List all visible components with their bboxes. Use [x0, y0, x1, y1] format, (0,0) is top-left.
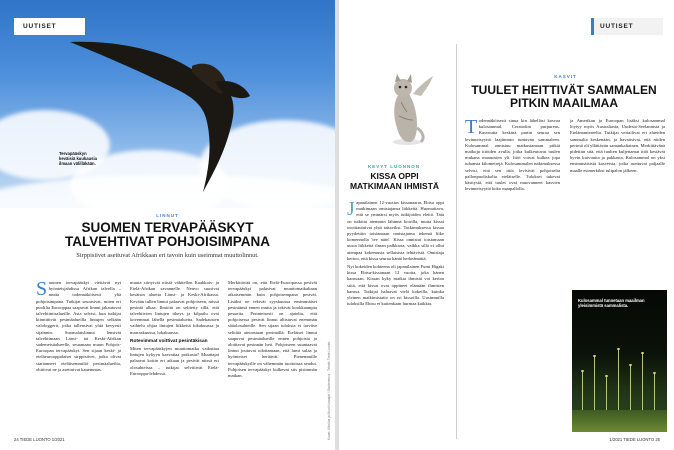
photo-credit: Kuvat: Ulkoilua ja Muut Kuvaajat / Shutterstock · Tekstit: Tiede Luonto: [327, 341, 331, 440]
body-text: uomen tervapääskyt viettävät nyt hyönteisjahdissa Afrikan talvella – mutta todennäköisesti yhä pohjoisimpana. Tutkijat seurasivat, miten eri puolilta Eurooppaa saapuvat linnut jakautuvat talvehtimisalueille. Asia selvisi, kun tutkijat kiinnittivät pesimäalueilla lintujen selkään valologgerit, jotka tallensivat yhtä kevyesti sijainnin. Suomalaislinnut lensivät talvehtimaan Länsi- tai Keski-Afrikan sademetsäalueelle, seuranaan muun Pohjois-Euroopan tervapääskyt. Sen sijaan keski- ja eteläeurooppalaiset sirppisiivet, jotka olivat startanneet eteläisemmiltä pesimäalueilta, ohittivat ne ja asettuivat kauemmas.: [36, 280, 121, 372]
section-label: UUTISET: [23, 23, 57, 30]
moss-carpet: [572, 410, 667, 432]
body-column: [130, 280, 219, 440]
image-caption: Kulosammal tunnetaan maailman yleisimmistä sammalista.: [578, 298, 645, 309]
body-text: apanilainen 12-vuotias kissanaaras Ebisu oppi matkimaan omistajansa liikkeitä. Huomattava, että se ymmärsi myös tutkijoiden eleitä. Tätä on tutkittu aiemmin lähinnä koirilla, mutta kissat osoittautuivat yhtä taitaviksi. Tutkimuksessa kissaa pyydettiin toistamaan omistajansa tekemä liike komennolla 'tee näin'. Kissa onnistui toistamaan uusia liikkeitä ilman palkkiota, vaikka sillä ei ollut aiempaa kokemusta sellaisista tehtävistä. Omistaja kertoo, että kissa seuraa häntä herkeämättä.: [347, 200, 444, 261]
article-kicker: KASVIT: [554, 74, 577, 79]
section-tag: [14, 18, 88, 35]
right-page: [339, 0, 674, 450]
section-tag: [591, 18, 663, 35]
drop-cap: S: [36, 278, 48, 300]
drop-cap: T: [465, 116, 478, 138]
cat-photo-icon: [379, 72, 439, 150]
article-headline: KISSA OPPI MATKIMAAN IHMISTÄ: [349, 171, 440, 191]
tag-accent-bar: [85, 18, 88, 35]
body-paragraph: Nyt kokeiden kohteena oli japanilainen Fumi Higaki kissa Ebisu-kissanaan 12 vuotta, joka hänen kanssaan. Kissan kyky matkia ihmistä voi kertoa siitä, että kissat ovat oppineet elämään ihmisten kanssa. Tutkijat haluavat vielä kokeilla, kuinka yleinen matkimistaito on eri kissoilla. Uusimmilla tuloksilla Ebisu ei kuitenkaan hurmaa kaikkia.: [347, 264, 444, 307]
body-text: odennäköisesti sinua kin lähelläsi kasvaa kulosammal, Ceratodon purpureus. Kasvuutta keskinä partin seuraa sen levinneisyyttä laajimmin tuntuvan sammaleen. Kulosammal onnistuu matkustamaan pitkiä matkoja itiöiden avulla, jotka kulkeutuvat tuulen mukana maanosien yli. Itiöt voivat kulkea jopa tuhansia kilometrejä. Kulosammalen tutkimuksessa selvisi, että sen itiöt levisivät pohjoiselta pallonpuoliskolta eteläiselle. Tulokset tukevat käsitystä, että tuulet ovat muovanneet kasvien levinneisyyttä koko maapallolla.: [465, 118, 560, 192]
body-paragraph: ja Amerikan ja Euroopan lisäksi kulosammal löytyy myös Australiasta, Uudesta-Seelannista ja Etelämantereelta. Tutkijat vertailivat eri alueiden sammalia keskenään, ja havaitsivat, että niiden perimä oli yllättävän samankaltainen. Merkittävänä pidettiin sitä, että tuulten kuljettamat itiöt kestävät hyvin kuivuutta ja pakkasta. Kulosammal on yksi ensimmäisistä kasveista, jotka asettuvat paljaalle maalle esimerkiksi tulipalon jälkeen.: [570, 118, 665, 173]
body-column: [36, 280, 121, 440]
body-column: [465, 118, 560, 388]
column-divider: [456, 44, 457, 439]
article-headline: SUOMEN TERVAPÄÄSKYT TALVEHTIVAT POHJOISIMPANA: [64, 220, 270, 249]
article-kicker: KEVYT LUONNON: [367, 164, 420, 169]
body-paragraph: [465, 118, 560, 192]
article-body: [36, 280, 326, 440]
article-headline: TUULET HEITTIVÄT SAMMALEN PITKIN MAAILMAA: [471, 83, 657, 110]
body-paragraph: [36, 280, 121, 373]
moss-photo: [572, 290, 667, 432]
tag-accent-bar: [591, 18, 594, 35]
body-paragraph: muuta siirtyivät niistä vähitellen Kaakkois- ja Etelä-Afrikan savannelle. Neuvo suosivat kesäisin aluetta Länsi- ja Keski-Afrikassa. Kevään tullen linnut palaavat pohjoiseen, missä pesintä alkaa. Ilmiötä on selitetty sillä, että talvehtivien lintujen tiheys ja kilpailu ovat kovemmat lähellä pesimäaluetta. Sadekausien vaihtelu ohjaa lintujen liikkeitä lokakuussa ja marraskuussa, lokakuussa.: [130, 280, 219, 335]
body-paragraph: Merkittävää on, että Etelä-Euroopassa pesivät tervapääskyt palasivat muuttomatkaltaan aikaisemmin kuin pohjoisempana pesivät. Lisäksi ne tekivät syyskuussa ensimmäiset pesintänsä ennen muita ja tekivät kookkaampia pesueita. Perinteisesti on ajateltu, että pohjoisessa pesivät linnut altistuvat enemmän sääolosuhteille. Sen sijaan tuloksia ei tarvitse selittää ainoastaan perimällä. Eteläiset linnut saapuvat pesimäalueille ennen pohjoisia ja aloittavat pesinnän heti. Pohjoiseen suuntaavat linnut joutuvat odottamaan, että lumi sulaa ja hyönteiset heräävät. Pienemmille tervapääskyille on vähemmän tuottoisaa seudut. Pohjoisen tervapääskyt kulkevat siis pisimmän matkan.: [228, 280, 317, 379]
article-kicker: LINNUT: [156, 213, 179, 218]
subheading: Rotevimmat voittivat pesintäkisan: [130, 338, 208, 344]
body-paragraph: [347, 200, 444, 262]
left-page: [0, 0, 335, 450]
body-column: [228, 280, 317, 440]
article-lead: Sirppisiivet asettuvat Afrikkaan eri tavoin kuin useimmat muuttolinnut.: [76, 252, 259, 259]
body-paragraph: Miten tervapääskyjen muuttomatka vaikuttaa lintujen kykyyn kasvattaa poikasia? Muuttajat palaavat kotiin eri aikaan ja pesivät niissä eri olosuhteissa – tutkijat selvittivät Etelä-Eurooppa-lehdessä.: [130, 346, 219, 376]
page-folio: 24 TIEDE LUONTO 1/2021: [14, 437, 65, 442]
article-body: [347, 200, 444, 435]
drop-cap: J: [347, 198, 355, 220]
page-folio: 1/2021 TIEDE LUONTO 25: [609, 437, 660, 442]
swift-photo: [0, 0, 335, 208]
photo-caption: Tervapääskyn keväisiä kuukausia ilmaan välilläkään.: [59, 151, 97, 167]
section-label: UUTISET: [600, 23, 634, 30]
body-column: [347, 200, 444, 435]
